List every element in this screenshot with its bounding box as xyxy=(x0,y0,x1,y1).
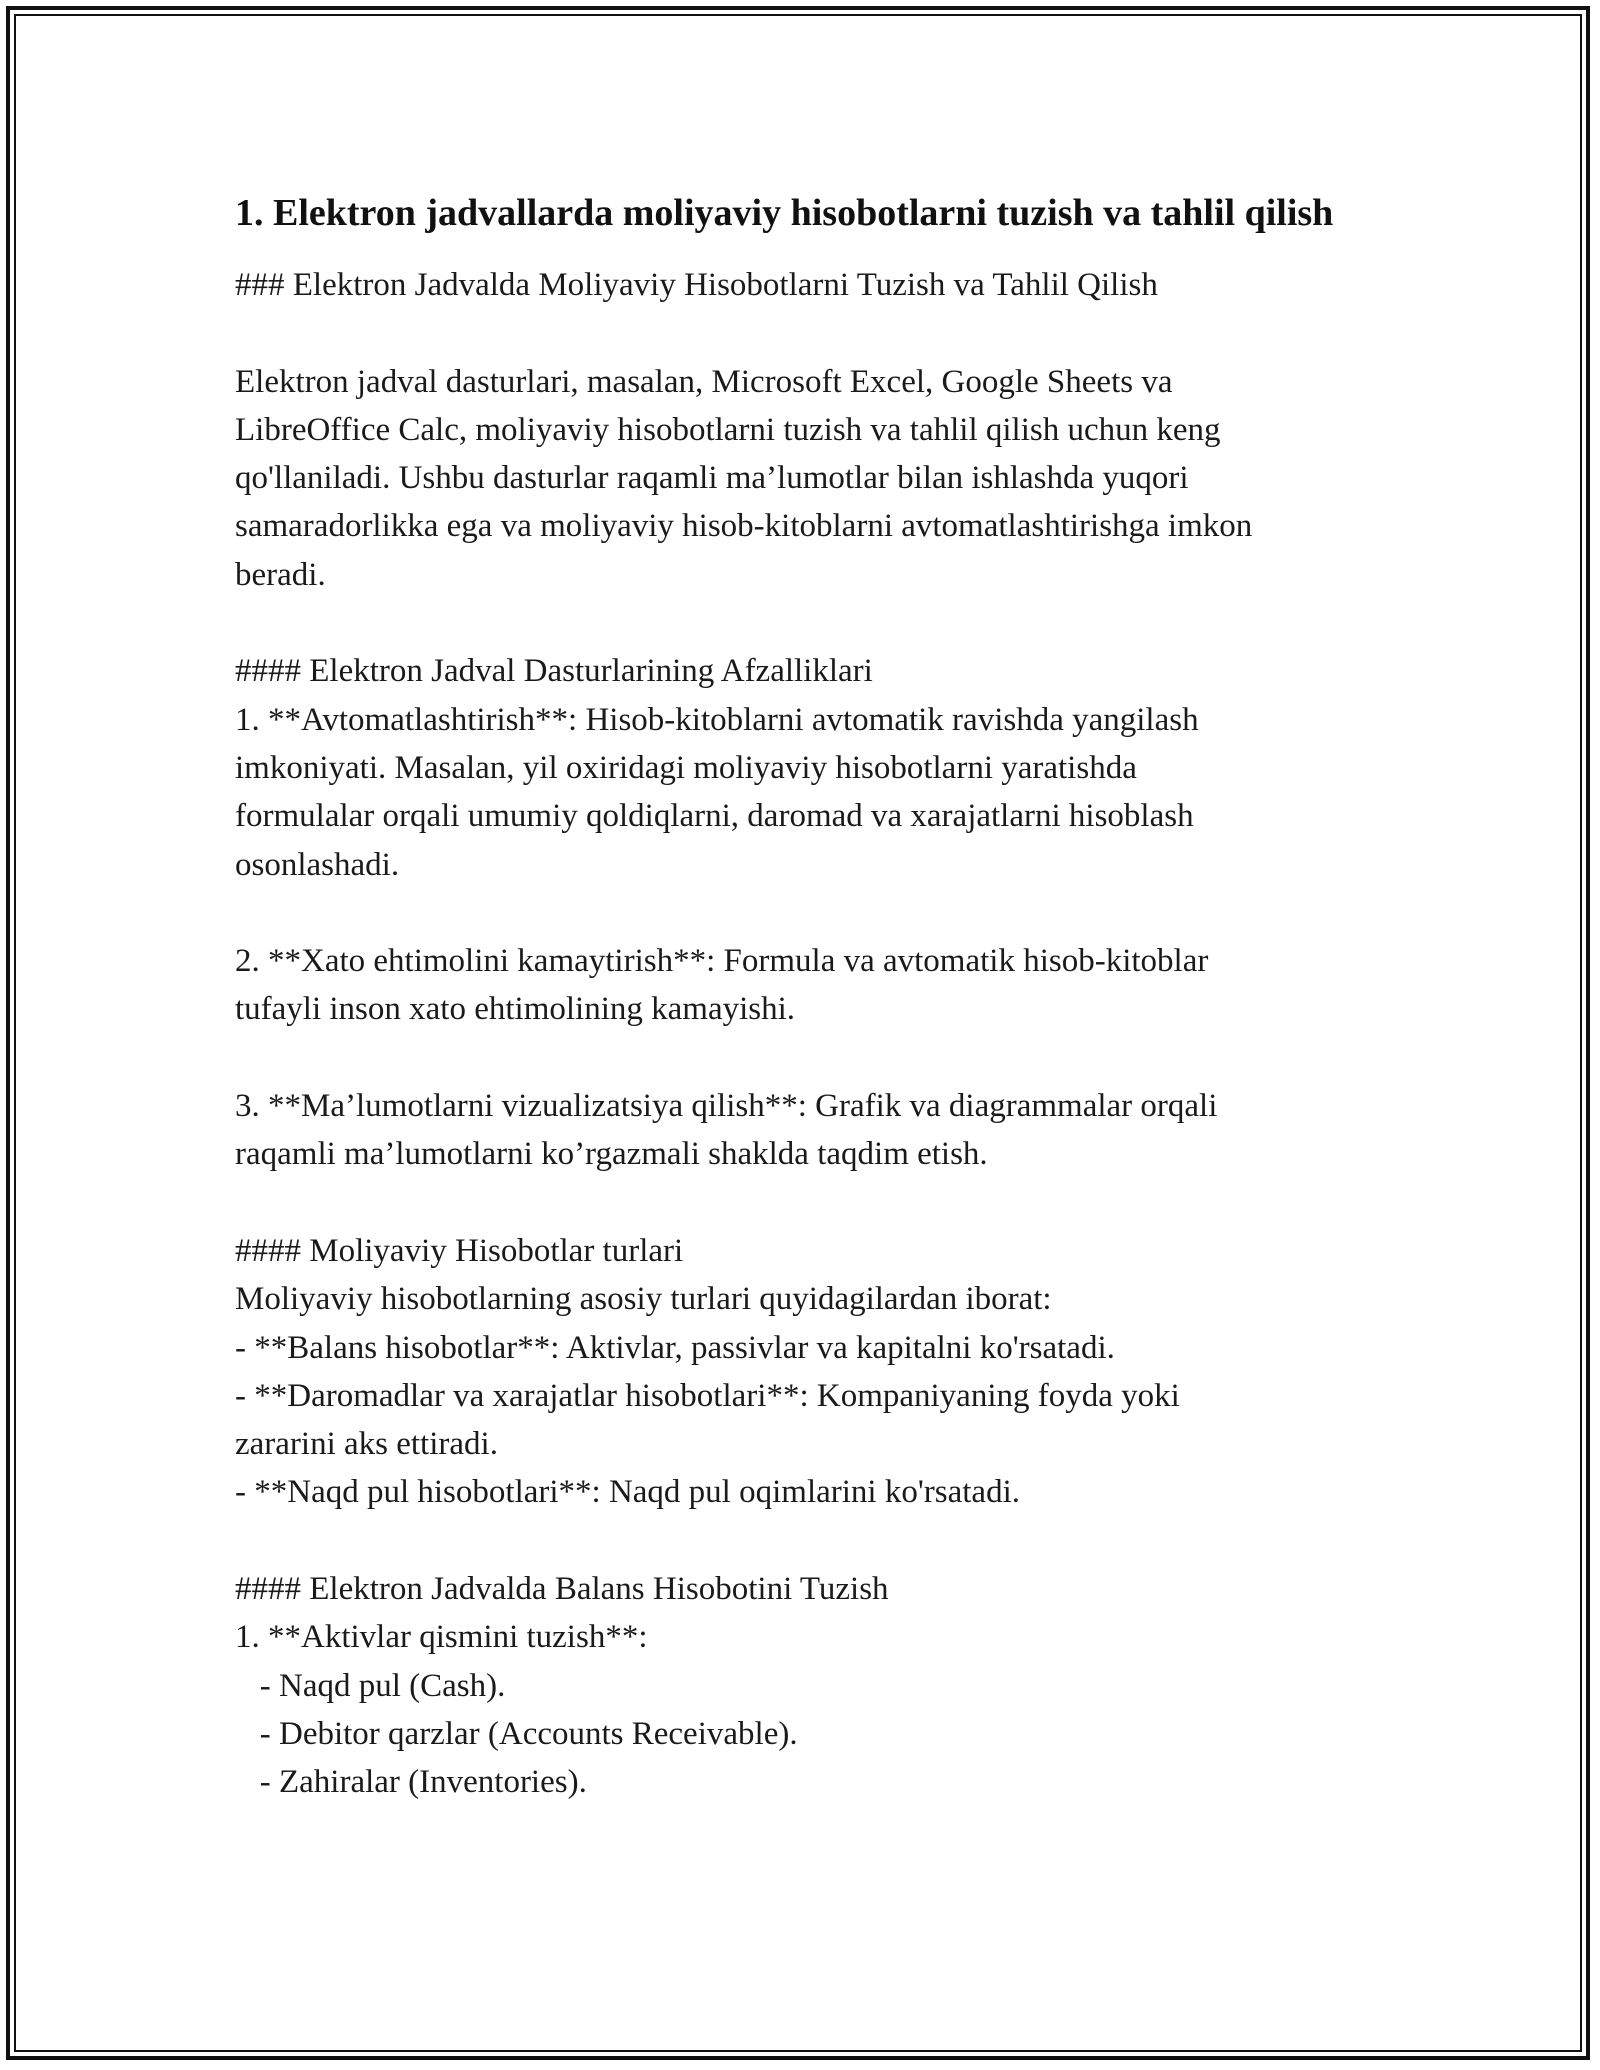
text-line: #### Elektron Jadval Dasturlarining Afzalliklari xyxy=(235,653,873,690)
text-line: qo'llaniladi. Ushbu dasturlar raqamli ma’lumotlar bilan ishlashda yuqori xyxy=(235,460,1189,497)
text-line: 3. **Ma’lumotlarni vizualizatsiya qilish**: Grafik va diagrammalar orqali xyxy=(235,1088,1218,1125)
text-line: samaradorlikka ega va moliyaviy hisob-kitoblarni avtomatlashtirishga imkon xyxy=(235,508,1253,545)
blank-line xyxy=(235,1517,1375,1565)
blank-line xyxy=(235,889,1375,937)
document-body xyxy=(235,186,1375,1807)
text-line: - Debitor qarzlar (Accounts Receivable). xyxy=(235,1715,798,1752)
text-line: #### Moliyaviy Hisobotlar turlari xyxy=(235,1232,684,1269)
document-text xyxy=(235,261,1375,1807)
text-line: Moliyaviy hisobotlarning asosiy turlari quyidagilardan iborat: xyxy=(235,1281,1052,1318)
text-line: tufayli inson xato ehtimolining kamayishi. xyxy=(235,991,796,1028)
text-line: ### Elektron Jadvalda Moliyaviy Hisobotlarni Tuzish va Tahlil Qilish xyxy=(235,267,1158,303)
text-line: - **Naqd pul hisobotlari**: Naqd pul oqimlarini ko'rsatadi. xyxy=(235,1474,1020,1511)
text-line: 2. **Xato ehtimolini kamaytirish**: Formula va avtomatik hisob-kitoblar xyxy=(235,943,1209,980)
text-line: imkoniyati. Masalan, yil oxiridagi moliyaviy hisobotlarni yaratishda xyxy=(235,749,1137,786)
blank-line xyxy=(235,1179,1375,1227)
text-line: beradi. xyxy=(235,556,326,593)
text-line: 1. **Aktivlar qismini tuzish**: xyxy=(235,1619,648,1656)
text-line: - Zahiralar (Inventories). xyxy=(235,1764,587,1801)
blank-line xyxy=(235,599,1375,647)
document-title: 1. Elektron jadvallarda moliyaviy hisobotlarni tuzish va tahlil qilish xyxy=(235,192,1334,234)
text-line: zararini aks ettiradi. xyxy=(235,1426,498,1463)
text-line: 1. **Avtomatlashtirish**: Hisob-kitoblarni avtomatik ravishda yangilash xyxy=(235,701,1199,738)
text-line: - **Balans hisobotlar**: Aktivlar, passivlar va kapitalni ko'rsatadi. xyxy=(235,1329,1115,1366)
text-line: raqamli ma’lumotlarni ko’rgazmali shaklda taqdim etish. xyxy=(235,1136,988,1173)
text-line: formulalar orqali umumiy qoldiqlarni, daromad va xarajatlarni hisoblash xyxy=(235,798,1194,835)
text-line: LibreOffice Calc, moliyaviy hisobotlarni tuzish va tahlil qilish uchun keng xyxy=(235,411,1221,448)
blank-line xyxy=(235,1034,1375,1082)
text-line: - **Daromadlar va xarajatlar hisobotlari**: Kompaniyaning foyda yoki xyxy=(235,1377,1180,1414)
text-line: Elektron jadval dasturlari, masalan, Microsoft Excel, Google Sheets va xyxy=(235,363,1173,400)
text-line: - Naqd pul (Cash). xyxy=(235,1667,506,1704)
text-line: osonlashadi. xyxy=(235,846,400,883)
blank-line xyxy=(235,309,1375,357)
text-line: #### Elektron Jadvalda Balans Hisobotini Tuzish xyxy=(235,1571,889,1608)
